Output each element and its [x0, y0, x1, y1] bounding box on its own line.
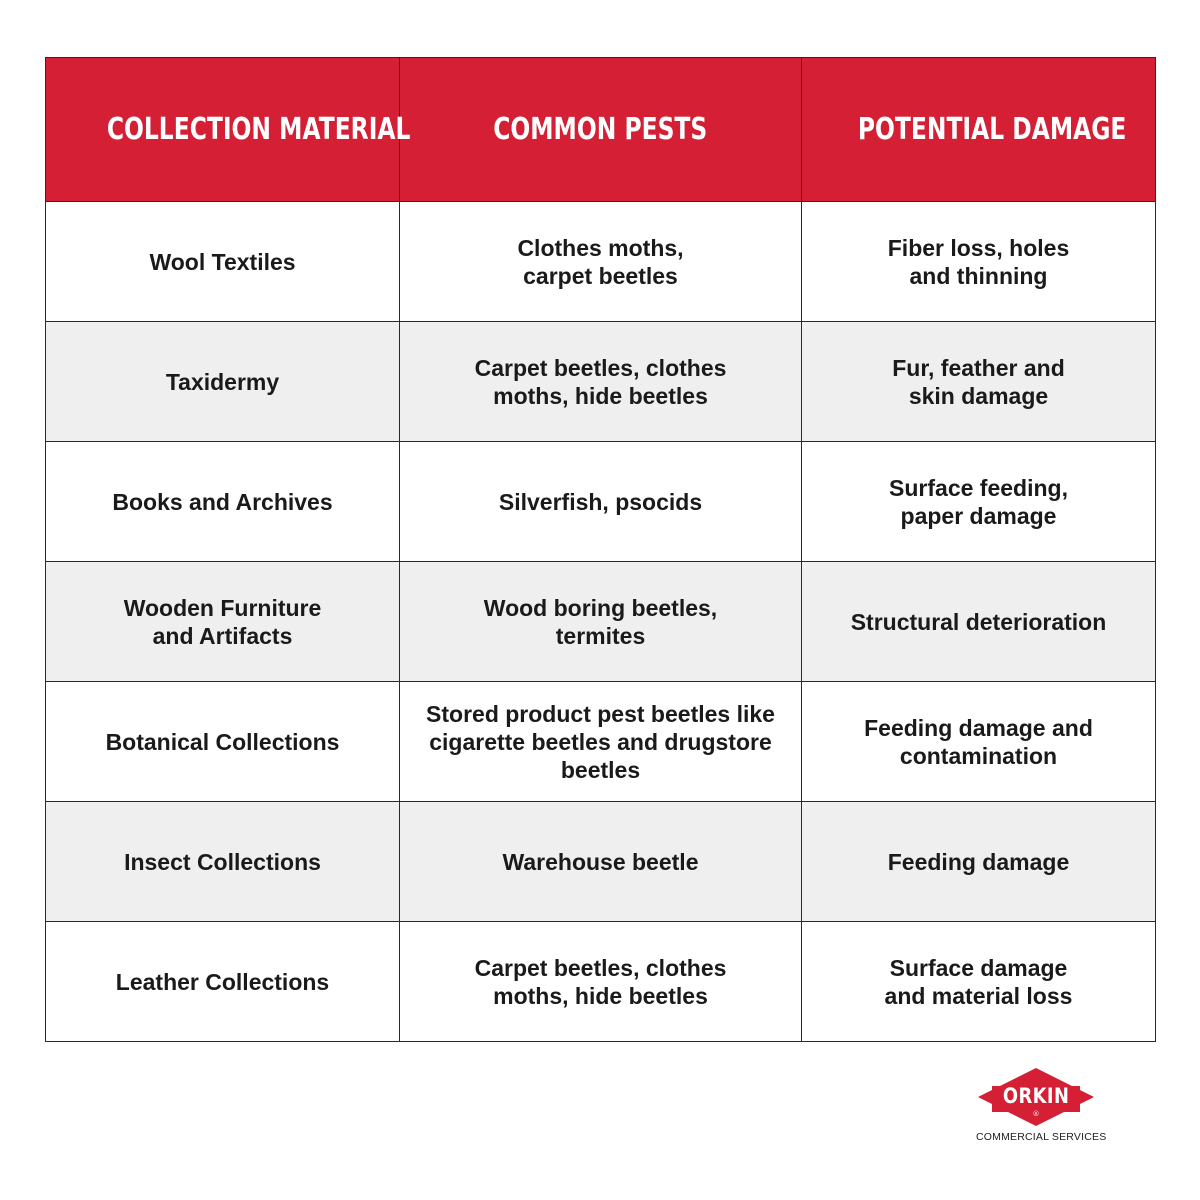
cell-damage: Feeding damage [802, 802, 1156, 922]
cell-material: Taxidermy [46, 322, 400, 442]
header-collection-material: COLLECTION MATERIAL [46, 58, 400, 202]
header-row [46, 58, 1156, 202]
cell-pests: Stored product pest beetles like cigarette beetles and drugstore beetles [400, 682, 802, 802]
cell-damage: Fiber loss, holes and thinning [802, 202, 1156, 322]
cell-material: Wool Textiles [46, 202, 400, 322]
cell-pests: Carpet beetles, clothes moths, hide beetles [400, 922, 802, 1042]
cell-damage: Feeding damage and contamination [802, 682, 1156, 802]
cell-damage: Surface damage and material loss [802, 922, 1156, 1042]
cell-pests: Carpet beetles, clothes moths, hide beetles [400, 322, 802, 442]
cell-damage: Fur, feather and skin damage [802, 322, 1156, 442]
table-row [46, 682, 1156, 802]
cell-damage: Surface feeding, paper damage [802, 442, 1156, 562]
table-body [46, 202, 1156, 1042]
pest-damage-table [45, 57, 1156, 1042]
cell-pests: Warehouse beetle [400, 802, 802, 922]
orkin-logo [976, 1066, 1107, 1146]
table-row [46, 202, 1156, 322]
cell-pests: Silverfish, psocids [400, 442, 802, 562]
header-common-pests: COMMON PESTS [400, 58, 802, 202]
logo-subtitle: COMMERCIAL SERVICES [976, 1131, 1107, 1143]
cell-material: Books and Archives [46, 442, 400, 562]
cell-pests: Clothes moths, carpet beetles [400, 202, 802, 322]
table-row [46, 802, 1156, 922]
table-row [46, 442, 1156, 562]
table-row [46, 322, 1156, 442]
cell-material: Wooden Furniture and Artifacts [46, 562, 400, 682]
table-row [46, 562, 1156, 682]
cell-pests: Wood boring beetles, termites [400, 562, 802, 682]
cell-material: Insect Collections [46, 802, 400, 922]
cell-material: Botanical Collections [46, 682, 400, 802]
logo-brand-text: ORKIN [1002, 1084, 1070, 1108]
registered-mark: ® [1032, 1110, 1040, 1118]
header-potential-damage: POTENTIAL DAMAGE [802, 58, 1156, 202]
table-header [46, 58, 1156, 202]
cell-material: Leather Collections [46, 922, 400, 1042]
cell-damage: Structural deterioration [802, 562, 1156, 682]
table-row [46, 922, 1156, 1042]
